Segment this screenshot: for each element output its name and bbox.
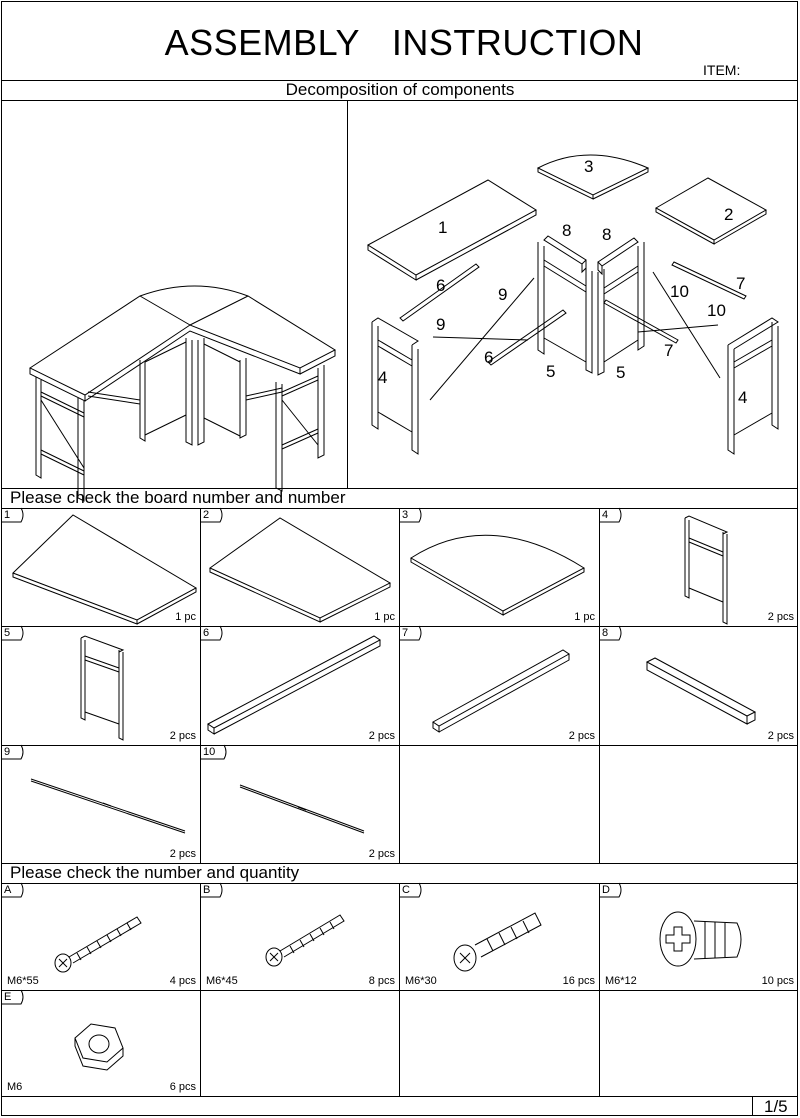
hardware-cell-a bbox=[1, 883, 200, 990]
hardware-spec: M6*55 bbox=[7, 975, 39, 987]
hardware-qty: 10 pcs bbox=[761, 975, 794, 987]
hardware-letter: A bbox=[4, 884, 12, 896]
part-label: 7 bbox=[664, 341, 674, 360]
part-label: 2 bbox=[724, 205, 734, 224]
hardware-spec: M6*30 bbox=[405, 975, 437, 987]
board-cell-6 bbox=[200, 626, 399, 745]
part-label: 5 bbox=[616, 363, 626, 382]
bolt-m6-12-icon bbox=[599, 883, 798, 990]
part-label: 10 bbox=[670, 282, 689, 301]
part-label: 4 bbox=[378, 368, 388, 387]
board-cell-8 bbox=[599, 626, 798, 745]
board-qty: 2 pcs bbox=[767, 730, 794, 742]
board-cell-2 bbox=[200, 508, 399, 626]
exploded-view-drawing bbox=[348, 100, 798, 488]
board-cell-5 bbox=[1, 626, 200, 745]
board-number: 1 bbox=[4, 509, 11, 521]
hardware-section-title: Please check the number and quantity bbox=[10, 863, 300, 882]
board-qty: 1 pc bbox=[374, 611, 395, 623]
bolt-m6-30-icon bbox=[399, 883, 599, 990]
board-qty: 1 pc bbox=[175, 611, 196, 623]
part-label: 8 bbox=[562, 221, 572, 240]
board-6-drawing bbox=[200, 626, 399, 745]
hardware-qty: 6 pcs bbox=[169, 1081, 196, 1093]
hardware-spec: M6 bbox=[7, 1081, 23, 1093]
decomposition-title: Decomposition of components bbox=[285, 80, 515, 99]
part-label: 7 bbox=[736, 274, 746, 293]
divider bbox=[1, 1096, 798, 1097]
board-number: 3 bbox=[402, 509, 409, 521]
part-label: 4 bbox=[738, 388, 748, 407]
hardware-letter: E bbox=[4, 991, 12, 1003]
board-cell-9 bbox=[1, 745, 200, 863]
board-number: 4 bbox=[602, 509, 609, 521]
assembled-desk-drawing bbox=[0, 100, 347, 488]
part-label: 3 bbox=[584, 157, 594, 176]
board-number: 6 bbox=[203, 627, 210, 639]
board-4-drawing bbox=[599, 508, 798, 626]
board-number: 2 bbox=[203, 509, 210, 521]
board-5-drawing bbox=[1, 626, 200, 745]
part-label: 1 bbox=[438, 218, 448, 237]
hardware-cell-e bbox=[1, 990, 200, 1096]
item-label: ITEM: bbox=[703, 62, 741, 78]
board-3-drawing bbox=[399, 508, 599, 626]
part-label: 5 bbox=[546, 362, 556, 381]
board-number: 7 bbox=[402, 627, 409, 639]
part-label: 8 bbox=[602, 225, 612, 244]
board-qty: 2 pcs bbox=[767, 611, 794, 623]
board-cell-1 bbox=[1, 508, 200, 626]
hardware-cell-b bbox=[200, 883, 399, 990]
bolt-m6-45-icon bbox=[200, 883, 399, 990]
hardware-qty: 4 pcs bbox=[169, 975, 196, 987]
board-number: 5 bbox=[4, 627, 11, 639]
hardware-letter: B bbox=[203, 884, 211, 896]
board-number: 8 bbox=[602, 627, 609, 639]
divider bbox=[752, 1096, 753, 1116]
board-1-drawing bbox=[1, 508, 200, 626]
board-qty: 2 pcs bbox=[368, 730, 395, 742]
hardware-spec: M6*45 bbox=[206, 975, 238, 987]
hardware-cell-d bbox=[599, 883, 798, 990]
board-number: 10 bbox=[203, 746, 216, 758]
board-7-drawing bbox=[399, 626, 599, 745]
hardware-letter: C bbox=[402, 884, 410, 896]
board-number: 9 bbox=[4, 746, 11, 758]
part-label: 10 bbox=[707, 301, 726, 320]
part-label: 9 bbox=[436, 315, 446, 334]
board-2-drawing bbox=[200, 508, 399, 626]
hardware-qty: 16 pcs bbox=[562, 975, 595, 987]
part-label: 6 bbox=[484, 348, 494, 367]
hardware-letter: D bbox=[602, 884, 610, 896]
board-qty: 1 pc bbox=[574, 611, 595, 623]
part-label: 6 bbox=[436, 276, 446, 295]
hardware-qty: 8 pcs bbox=[368, 975, 395, 987]
board-cell-4 bbox=[599, 508, 798, 626]
board-qty: 2 pcs bbox=[169, 848, 196, 860]
bolt-m6-55-icon bbox=[1, 883, 200, 990]
board-cell-3 bbox=[399, 508, 599, 626]
board-qty: 2 pcs bbox=[368, 848, 395, 860]
hardware-spec: M6*12 bbox=[605, 975, 637, 987]
board-cell-10 bbox=[200, 745, 399, 863]
part-label: 9 bbox=[498, 285, 508, 304]
board-cell-7 bbox=[399, 626, 599, 745]
boards-section-title: Please check the board number and number bbox=[10, 488, 346, 507]
board-9-drawing bbox=[1, 745, 200, 863]
board-10-drawing bbox=[200, 745, 399, 863]
board-8-drawing bbox=[599, 626, 798, 745]
board-qty: 2 pcs bbox=[169, 730, 196, 742]
board-qty: 2 pcs bbox=[568, 730, 595, 742]
page-title: ASSEMBLY INSTRUCTION bbox=[164, 22, 644, 63]
hardware-cell-c bbox=[399, 883, 599, 990]
page-number: 1/5 bbox=[764, 1097, 788, 1116]
